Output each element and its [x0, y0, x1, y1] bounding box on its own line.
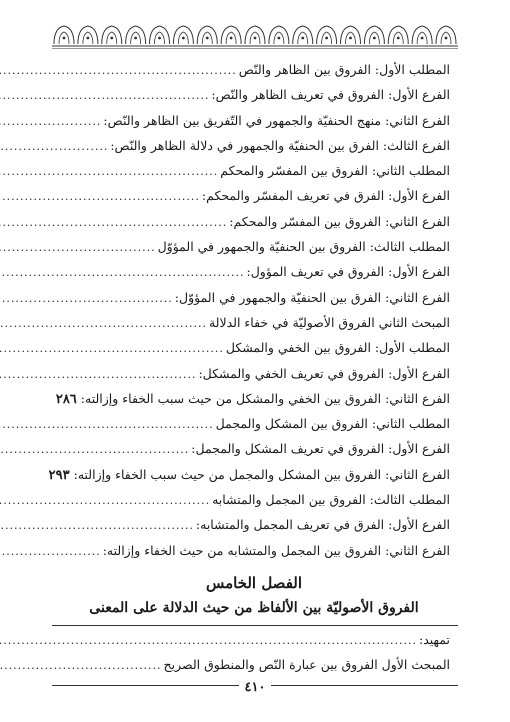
- ornament-motif: [126, 26, 146, 44]
- toc-entry-title: المطلب الثاني: الفروق بين المشكل والمجمل: [215, 416, 450, 432]
- toc-entry: [58, 315, 450, 340]
- toc-entry: [58, 632, 450, 657]
- chapter-subtitle: الفروق الأصوليّة بين الألفاظ من حيث الدلالة على المعنى: [89, 600, 419, 616]
- chapter-title: الفصل الخامس: [205, 574, 303, 592]
- toc-entry-title: المبحث الثاني الفروق الأصوليّة في خفاء الدلالة: [208, 314, 450, 330]
- toc-leader-dots: [0, 342, 224, 355]
- toc-leader-dots: [0, 266, 244, 279]
- toc-entry-title: الفرع الأول: الفرق في تعريف المجمل والمتشابه:: [195, 517, 450, 533]
- toc-entry-title: المبحث الأول الفروق بين عبارة النّص والمنطوق الصريح: [163, 657, 450, 673]
- toc-entry-title: الفرع الأول: الفرق في تعريف المفسّر والمحكم:: [201, 188, 450, 204]
- page-number-text: ٤١٠: [239, 680, 272, 695]
- ornament-motif: [364, 26, 384, 44]
- ornament-motif: [78, 26, 98, 44]
- toc-entry-page: ٢٩٣: [48, 467, 70, 483]
- ornament-motif: [293, 26, 313, 44]
- toc-leader-dots: [0, 165, 218, 178]
- toc-entry-title: الفرع الأول: الفروق في تعريف الخفي والمشكل:: [198, 365, 450, 381]
- toc-list-top: [48, 62, 450, 568]
- toc-entry-title: الفرع الأول: الفروق في تعريف المشكل والمجمل:: [191, 441, 450, 457]
- toc-leader-dots: [0, 317, 207, 330]
- ornament-motif: [102, 26, 122, 44]
- toc-entry-page: ٢٨٦: [55, 391, 77, 407]
- toc-entry: [48, 466, 450, 492]
- ornament-motif: [197, 26, 217, 44]
- toc-entry: [58, 366, 450, 391]
- toc-entry: [58, 163, 450, 188]
- toc-entry: [58, 239, 450, 264]
- toc-leader-dots: [0, 216, 227, 229]
- toc-entry-title: الفرع الثاني: الفروق بين المجمل والمتشابه من حيث الخفاء وإزالته:: [102, 542, 450, 558]
- toc-entry: [58, 543, 450, 568]
- toc-entry-title: الفرع الثاني: الفروق بين المشكل والمجمل من حيث سبب الخفاء وإزالته:: [73, 466, 450, 482]
- toc-leader-dots: [0, 190, 200, 203]
- toc-entry: [58, 188, 450, 213]
- toc-entry-title: المطلب الثالث: الفروق بين المجمل والمتشابه: [212, 492, 450, 508]
- ornament-motif: [269, 26, 289, 44]
- toc-entry: [58, 290, 450, 315]
- toc-leader-dots: [0, 519, 194, 532]
- toc-entry-title: المطلب الثالث: الفروق بين الحنفيّة والجمهور في المؤوّل: [157, 239, 450, 255]
- toc-entry-title: المطلب الثاني: الفروق بين المفسّر والمحكم: [220, 163, 450, 179]
- page-number: [0, 680, 510, 695]
- toc-entry-title: الفرع الثاني: الفروق بين الخفي والمشكل من حيث سبب الخفاء وإزالته:: [80, 390, 450, 406]
- ornament-motif: [245, 26, 265, 44]
- toc-entry: [58, 138, 450, 163]
- toc-leader-dots: [0, 494, 210, 507]
- toc-leader-dots: [0, 292, 173, 305]
- toc-entry-title: الفرع الثالث: الفرق بين الحنفيّة والجمهور في دلالة الظاهر والنّص:: [110, 137, 450, 153]
- ornament-motif: [173, 26, 193, 44]
- toc-leader-dots: [0, 418, 214, 431]
- toc-leader-dots: [0, 443, 189, 456]
- toc-entry-title: المطلب الأول: الفروق بين الخفي والمشكل: [225, 340, 450, 356]
- ornament-motif: [341, 26, 361, 44]
- toc-entry-title: الفرع الثاني: الفروق بين المفسّر والمحكم:: [229, 213, 450, 229]
- toc-entry: [58, 62, 450, 87]
- ornament-motif: [221, 26, 241, 44]
- ornament-motif: [317, 26, 337, 44]
- toc-entry: [58, 416, 450, 441]
- toc-entry: [58, 113, 450, 138]
- toc-leader-dots: [0, 64, 237, 77]
- toc-entry: [58, 492, 450, 517]
- toc-entry-title: الفرع الثاني: الفرق بين الحنفيّة والجمهور في المؤوّل:: [174, 289, 450, 305]
- ornament-motif: [436, 26, 456, 44]
- toc-leader-dots: [0, 115, 101, 128]
- toc-leader-dots: [0, 241, 156, 254]
- toc-entry: [58, 441, 450, 466]
- toc-entry-title: الفرع الثاني: منهج الحنفيّة والجمهور في التّفريق بين الظاهر والنّص:: [103, 112, 450, 128]
- toc-entry-title: الفرع الأول: الفروق في تعريف المؤول:: [246, 264, 450, 280]
- toc-leader-dots: [0, 545, 101, 558]
- toc-entry: [58, 87, 450, 112]
- toc-entry: [58, 657, 450, 682]
- toc-leader-dots: [0, 89, 209, 102]
- toc-leader-dots: [0, 634, 417, 647]
- header-ornament: [52, 22, 458, 50]
- toc-entry: [58, 517, 450, 542]
- ornament-motif: [150, 26, 170, 44]
- ornament-motif: [54, 26, 74, 44]
- toc-entry-title: المطلب الأول: الفروق بين الظاهر والنّص: [238, 62, 450, 77]
- toc-leader-dots: [0, 659, 162, 672]
- ornament-motif: [388, 26, 408, 44]
- toc-entry-title: تمهيد:: [418, 632, 450, 647]
- toc-list-bottom: [58, 632, 450, 683]
- ornament-motif: [412, 26, 432, 44]
- toc-entry: [58, 214, 450, 239]
- toc-entry: [55, 390, 450, 416]
- toc-entry: [58, 340, 450, 365]
- toc-entry-title: الفرع الأول: الفروق في تعريف الظاهر والنّص:: [211, 87, 450, 103]
- toc-entry: [58, 264, 450, 289]
- toc-leader-dots: [0, 140, 108, 153]
- toc-leader-dots: [0, 368, 196, 381]
- chapter-divider: [52, 625, 458, 626]
